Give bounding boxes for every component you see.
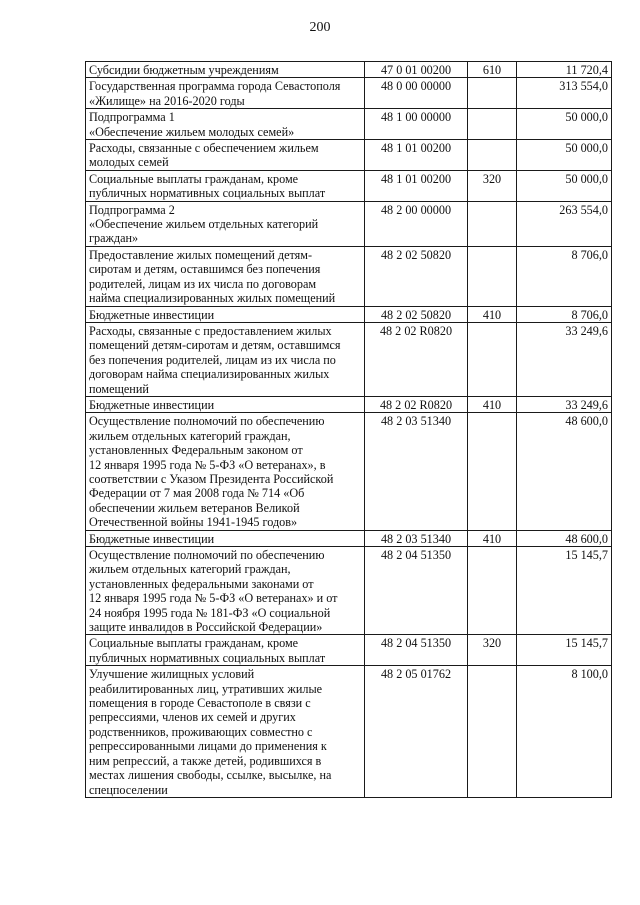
amount-cell: 48 600,0 <box>517 530 612 546</box>
item-name-line: жильем отдельных категорий граждан, <box>89 562 291 577</box>
target-code-cell: 47 0 01 00200 <box>365 62 468 78</box>
item-name-cell <box>86 170 365 201</box>
item-name-line: «Обеспечение жильем отдельных категорий <box>89 217 319 232</box>
target-code-cell: 48 2 05 01762 <box>365 666 468 798</box>
item-name-line: местах лишения свободы, ссылке, высылке, на <box>89 768 332 783</box>
expense-type-cell: 320 <box>468 635 517 666</box>
item-name-line: 12 января 1995 года № 5-ФЗ «О ветеранах», в <box>89 457 326 472</box>
item-name-cell <box>86 396 365 412</box>
item-name-cell <box>86 306 365 322</box>
target-code-cell: 48 2 03 51340 <box>365 413 468 530</box>
item-name-line: сиротам и детям, оставшимся без попечения <box>89 262 321 277</box>
table-row <box>86 530 612 546</box>
item-name-line: Субсидии бюджетным учреждениям <box>89 63 279 77</box>
item-name-cell <box>86 530 365 546</box>
item-name-line: защите инвалидов в Российской Федерации» <box>89 620 323 635</box>
expense-type-cell <box>468 201 517 246</box>
item-name-line: «Обеспечение жильем молодых семей» <box>89 124 295 139</box>
table-row <box>86 201 612 246</box>
target-code-cell: 48 2 03 51340 <box>365 530 468 546</box>
item-name-line: Осуществление полномочий по обеспечению <box>89 548 325 562</box>
target-code-cell: 48 2 00 00000 <box>365 201 468 246</box>
amount-cell: 33 249,6 <box>517 396 612 412</box>
table-row <box>86 109 612 140</box>
target-code-cell: 48 0 00 00000 <box>365 78 468 109</box>
expense-type-cell <box>468 322 517 396</box>
target-code-cell: 48 2 02 R0820 <box>365 396 468 412</box>
item-name-line: договорам найма специализированных жилых <box>89 367 330 382</box>
amount-cell: 8 100,0 <box>517 666 612 798</box>
item-name-line: родственников, проживающих совместно с <box>89 724 313 739</box>
item-name-line: ним репрессий, а также детей, родившихся в <box>89 753 322 768</box>
item-name-line: соответствии с Указом Президента Российской <box>89 471 334 486</box>
item-name-line: репрессиями, членов их семей и других <box>89 710 296 725</box>
amount-cell: 15 145,7 <box>517 547 612 635</box>
expense-type-cell: 410 <box>468 530 517 546</box>
expense-type-cell: 320 <box>468 170 517 201</box>
table-row <box>86 322 612 396</box>
target-code-cell: 48 1 01 00200 <box>365 170 468 201</box>
amount-cell: 263 554,0 <box>517 201 612 246</box>
item-name-line: «Жилище» на 2016-2020 годы <box>89 93 245 108</box>
page-number: 200 <box>309 20 331 35</box>
expense-type-cell <box>468 547 517 635</box>
table-row <box>86 396 612 412</box>
table-row <box>86 62 612 78</box>
item-name-cell <box>86 140 365 171</box>
item-name-line: Подпрограмма 2 <box>89 202 175 217</box>
expense-type-cell <box>468 109 517 140</box>
item-name-line: установленных Федеральным законом от <box>89 443 303 458</box>
budget-table <box>85 61 612 798</box>
expense-type-cell <box>468 246 517 306</box>
amount-cell: 11 720,4 <box>517 62 612 78</box>
item-name-line: реабилитированных лиц, утративших жилые <box>89 681 323 696</box>
item-name-line: найма специализированных жилых помещений <box>89 291 336 306</box>
item-name-line: публичных нормативных социальных выплат <box>89 650 326 665</box>
amount-cell: 8 706,0 <box>517 306 612 322</box>
item-name-line: установленных федеральными законами от <box>89 576 314 591</box>
target-code-cell: 48 1 00 00000 <box>365 109 468 140</box>
item-name-cell <box>86 246 365 306</box>
table-row <box>86 547 612 635</box>
amount-cell: 50 000,0 <box>517 109 612 140</box>
amount-cell: 50 000,0 <box>517 170 612 201</box>
item-name-line: молодых семей <box>89 155 169 170</box>
table-row <box>86 306 612 322</box>
item-name-line: Расходы, связанные с обеспечением жильем <box>89 141 319 156</box>
item-name-cell <box>86 78 365 109</box>
item-name-line: обеспечении жильем ветеранов Великой <box>89 500 300 515</box>
target-code-cell: 48 2 04 51350 <box>365 547 468 635</box>
target-code-cell: 48 1 01 00200 <box>365 140 468 171</box>
item-name-line: Федерации от 7 мая 2008 года № 714 «Об <box>89 486 305 501</box>
item-name-line: Бюджетные инвестиции <box>89 307 215 322</box>
amount-cell: 33 249,6 <box>517 322 612 396</box>
item-name-cell <box>86 322 365 396</box>
item-name-line: Социальные выплаты гражданам, кроме <box>89 636 299 651</box>
table-row <box>86 140 612 171</box>
item-name-line: спецпоселении <box>89 782 168 797</box>
amount-cell: 8 706,0 <box>517 246 612 306</box>
item-name-cell <box>86 201 365 246</box>
item-name-line: Социальные выплаты гражданам, кроме <box>89 171 299 186</box>
amount-cell: 48 600,0 <box>517 413 612 530</box>
item-name-line: репрессированными лицами до применения к <box>89 739 327 754</box>
item-name-line: Отечественной войны 1941-1945 годов» <box>89 515 298 530</box>
item-name-line: Бюджетные инвестиции <box>89 397 215 412</box>
item-name-cell <box>86 109 365 140</box>
expense-type-cell: 410 <box>468 306 517 322</box>
item-name-line: помещения в городе Севастополе в связи с <box>89 696 311 711</box>
item-name-line: Подпрограмма 1 <box>89 110 175 125</box>
item-name-line: Расходы, связанные с предоставлением жилых <box>89 323 332 338</box>
table-row <box>86 170 612 201</box>
amount-cell: 313 554,0 <box>517 78 612 109</box>
item-name-line: Улучшение жилищных условий <box>89 667 255 682</box>
table-row <box>86 666 612 798</box>
target-code-cell: 48 2 02 50820 <box>365 246 468 306</box>
item-name-cell <box>86 666 365 798</box>
item-name-line: помещений детям-сиротам и детям, оставшимся <box>89 338 341 353</box>
expense-type-cell <box>468 666 517 798</box>
item-name-line: Государственная программа города Севастополя <box>89 79 341 94</box>
item-name-line: Бюджетные инвестиции <box>89 531 215 546</box>
item-name-line: граждан» <box>89 231 139 246</box>
target-code-cell: 48 2 04 51350 <box>365 635 468 666</box>
item-name-line: Предоставление жилых помещений детям- <box>89 247 313 262</box>
expense-type-cell: 410 <box>468 396 517 412</box>
amount-cell: 50 000,0 <box>517 140 612 171</box>
item-name-line: жильем отдельных категорий граждан, <box>89 428 291 443</box>
expense-type-cell <box>468 78 517 109</box>
item-name-cell <box>86 62 365 78</box>
item-name-line: помещений <box>89 381 149 396</box>
item-name-line: 24 ноября 1995 года № 181-ФЗ «О социальной <box>89 605 331 620</box>
budget-table-body <box>86 62 612 798</box>
table-row <box>86 246 612 306</box>
table-row <box>86 635 612 666</box>
item-name-line: родителей, лицам из их числа по договорам <box>89 276 317 291</box>
item-name-line: без попечения родителей, лицам из их числа по <box>89 352 336 367</box>
item-name-line: Осуществление полномочий по обеспечению <box>89 414 325 429</box>
target-code-cell: 48 2 02 R0820 <box>365 322 468 396</box>
item-name-cell <box>86 413 365 530</box>
amount-cell: 15 145,7 <box>517 635 612 666</box>
table-row <box>86 78 612 109</box>
item-name-cell <box>86 635 365 666</box>
item-name-line: публичных нормативных социальных выплат <box>89 186 326 201</box>
item-name-cell <box>86 547 365 635</box>
table-row <box>86 413 612 530</box>
expense-type-cell: 610 <box>468 62 517 78</box>
target-code-cell: 48 2 02 50820 <box>365 306 468 322</box>
expense-type-cell <box>468 140 517 171</box>
item-name-line: 12 января 1995 года № 5-ФЗ «О ветеранах» и от <box>89 591 338 606</box>
expense-type-cell <box>468 413 517 530</box>
